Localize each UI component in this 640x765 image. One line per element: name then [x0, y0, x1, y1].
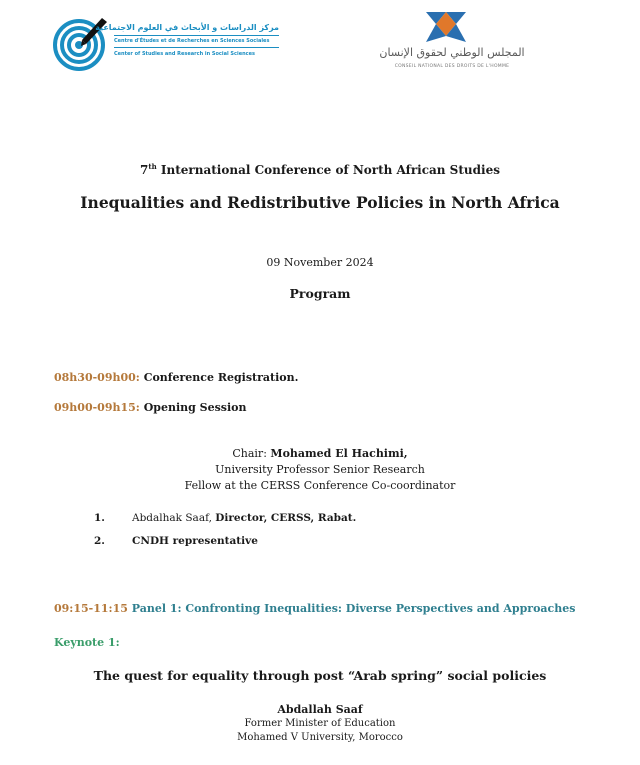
- cerss-logo: [52, 14, 282, 72]
- conference-date: 09 November 2024: [266, 256, 374, 269]
- chair-title-line1: University Professor Senior Research: [215, 463, 425, 476]
- keynote-label: Keynote 1:: [54, 636, 120, 649]
- opening-time: 09h00-09h15:: [54, 401, 140, 414]
- list-item: 2. CNDH representative: [94, 535, 258, 547]
- registration-label: Conference Registration.: [139, 371, 299, 384]
- conference-name: 7th International Conference of North African Studies: [140, 162, 500, 177]
- cerss-english-name: Center of Studies and Research in Social Sciences: [114, 51, 255, 57]
- keynote-speaker-role1: Former Minister of Education: [244, 718, 396, 729]
- panel-1-time: 09:15-11:15: [54, 602, 128, 615]
- registration-slot: [54, 371, 298, 384]
- cerss-arabic-name: مركز الدراسات و الأبحاث في العلوم الاجتماعية: [95, 23, 279, 32]
- cndh-emblem-icon: [422, 10, 470, 44]
- chair-block: [0, 446, 640, 494]
- keynote-title: The quest for equality through post “Arab spring” social policies: [93, 668, 547, 683]
- cerss-french-name: Centre d'Études et de Recherches en Sciences Sociales: [114, 38, 270, 44]
- keynote-speaker-block: [0, 703, 640, 745]
- list-item: 1. Abdalhak Saaf, Director, CERSS, Rabat.: [94, 512, 357, 524]
- cndh-logo: [352, 10, 552, 76]
- panel-1-title: Panel 1: Confronting Inequalities: Diverse Perspectives and Approaches: [127, 602, 576, 615]
- keynote-speaker-role2: Mohamed V University, Morocco: [237, 732, 403, 743]
- registration-time: 08h30-09h00:: [54, 371, 140, 384]
- keynote-speaker-name: Abdallah Saaf: [277, 703, 363, 716]
- opening-slot: [54, 401, 247, 414]
- cndh-arabic-name: المجلس الوطني لحقوق الإنسان: [379, 46, 525, 59]
- opening-label: Opening Session: [139, 401, 247, 414]
- chair-line: Chair: Mohamed El Hachimi,: [232, 447, 408, 460]
- program-heading: Program: [289, 286, 351, 301]
- panel-1-slot: [54, 602, 575, 615]
- chair-title-line2: Fellow at the CERSS Conference Co-coordinator: [184, 479, 456, 492]
- conference-title: Inequalities and Redistributive Policies in North Africa: [80, 193, 560, 212]
- cndh-french-name: CONSEIL NATIONAL DES DROITS DE L'HOMME: [394, 64, 510, 69]
